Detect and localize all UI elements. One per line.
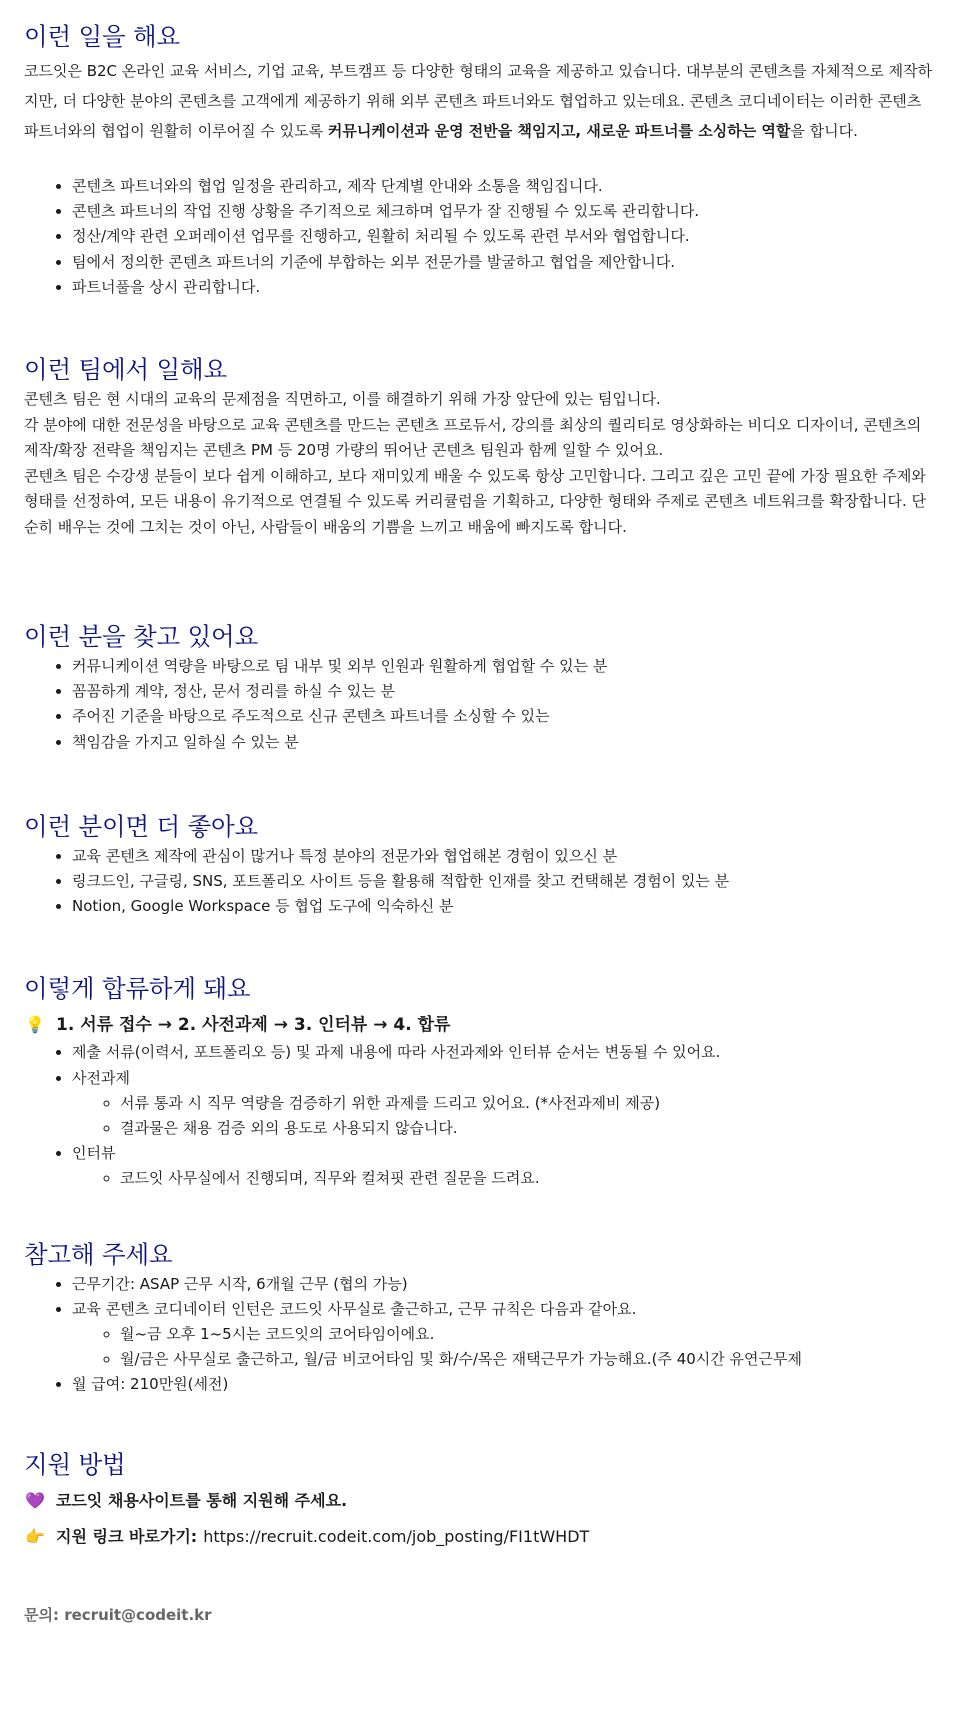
list-item: • 링크드인, 구글링, SNS, 포트폴리오 사이트 등을 활용해 적합한 인재를 찾고 컨택해본 경험이 있는 분: [72, 869, 933, 894]
list-item: • 책임감을 가지고 일하실 수 있는 분: [72, 730, 933, 755]
purple-heart-icon: 💜: [25, 1490, 45, 1510]
contact-footer: [24, 1604, 933, 1625]
team-paragraph: 콘텐츠 팀은 수강생 분들이 보다 쉽게 이해하고, 보다 재미있게 배울 수 있도록 항상 고민합니다. 그리고 깊은 고민 끝에 가장 필요한 주제와 형태를 선정하여, 모든 내용이 유기적으로 연결될 수 있도록 커리큘럼을 기획하고, 다양한 형태와 주제로 콘텐츠 네트워크를 확장합니다. 단순히 배우는 것에 그치는 것이 아닌, 사람들이 배움의 기쁨을 느끼고 배움에 빠지도록 합니다.: [24, 466, 927, 536]
lightbulb-icon: 💡: [25, 1015, 45, 1035]
section-title: 이런 분을 찾고 있어요: [24, 622, 258, 652]
role-list: [24, 174, 933, 300]
list-item: • 교육 콘텐츠 제작에 관심이 많거나 특정 분야의 전문가와 협업해본 경험이 있으신 분: [72, 844, 933, 869]
section-team: [24, 353, 933, 540]
apply-link-line: [24, 1522, 933, 1552]
section-preferred: [24, 810, 933, 920]
section-apply: [24, 1448, 933, 1552]
list-item: • 교육 콘텐츠 코디네이터 인턴은 코드잇 사무실로 출근하고, 근무 규칙은 다음과 같아요. ◦ 월~금 오후 1~5시는 코드잇의 코어타임이에요. ◦ 월/금은 사무실로 출근하고, 월/금 비코어타임 및 화/수/목은 재택근무가 가능해요.(주 40시간 유연근무제: [72, 1297, 933, 1373]
section-role: [24, 20, 933, 300]
process-list: [24, 1040, 933, 1191]
sub-list: [72, 1322, 933, 1372]
list-item: • 월 급여: 210만원(세전): [72, 1372, 933, 1397]
apply-link-label: 지원 링크 바로가기:: [56, 1526, 198, 1546]
list-item: • 꼼꼼하게 계약, 정산, 문서 정리를 하실 수 있는 분: [72, 679, 933, 704]
list-item: • 정산/계약 관련 오퍼레이션 업무를 진행하고, 원활히 처리될 수 있도록 관련 부서와 협업합니다.: [72, 224, 933, 249]
list-item: • 콘텐츠 파트너와의 협업 일정을 관리하고, 제작 단계별 안내와 소통을 책임집니다.: [72, 174, 933, 199]
team-paragraph: 콘텐츠 팀은 현 시대의 교육의 문제점을 직면하고, 이를 해결하기 위해 가장 앞단에 있는 팀입니다.: [24, 390, 661, 409]
list-item: • 팀에서 정의한 콘텐츠 파트너의 기준에 부합하는 외부 전문가를 발굴하고 협업을 제안합니다.: [72, 250, 933, 275]
requirements-list: [24, 654, 933, 755]
section-requirements: [24, 620, 933, 755]
contact-label: 문의:: [24, 1605, 65, 1624]
list-item: • 근무기간: ASAP 근무 시작, 6개월 근무 (협의 가능): [72, 1272, 933, 1297]
pointing-hand-icon: 👉: [25, 1526, 45, 1546]
sub-list-item: ◦ 월/금은 사무실로 출근하고, 월/금 비코어타임 및 화/수/목은 재택근무가 가능해요.(주 40시간 유연근무제: [120, 1347, 933, 1372]
list-item: • 사전과제 ◦ 서류 통과 시 직무 역량을 검증하기 위한 과제를 드리고 있어요. (*사전과제비 제공) ◦ 결과물은 채용 검증 외의 용도로 사용되지 않습니다.: [72, 1066, 933, 1142]
section-title: 이렇게 합류하게 돼요: [24, 974, 251, 1004]
section-title: 이런 분이면 더 좋아요: [24, 811, 258, 841]
list-item: • 인터뷰 ◦ 코드잇 사무실에서 진행되며, 직무와 컬쳐핏 관련 질문을 드려요.: [72, 1141, 933, 1191]
sub-list-item: ◦ 서류 통과 시 직무 역량을 검증하기 위한 과제를 드리고 있어요. (*사전과제비 제공): [120, 1091, 933, 1116]
section-process: [24, 972, 933, 1191]
list-item: • 콘텐츠 파트너의 작업 진행 상황을 주기적으로 체크하며 업무가 잘 진행될 수 있도록 관리합니다.: [72, 199, 933, 224]
list-item: • 파트너풀을 상시 관리합니다.: [72, 275, 933, 300]
contact-email[interactable]: recruit@codeit.kr: [64, 1605, 212, 1624]
team-paragraph: 각 분야에 대한 전문성을 바탕으로 교육 콘텐츠를 만드는 콘텐츠 프로듀서, 강의를 최상의 퀄리티로 영상화하는 비디오 디자이너, 콘텐츠의 제작/확장 전략을 책임지는 콘텐츠 PM 등 20명 가량의 뛰어난 콘텐츠 팀원과 함께 일할 수 있어요.: [24, 415, 922, 460]
section-title: 지원 방법: [24, 1449, 126, 1479]
preferred-list: [24, 844, 933, 920]
sub-list-item: ◦ 코드잇 사무실에서 진행되며, 직무와 컬쳐핏 관련 질문을 드려요.: [120, 1166, 933, 1191]
apply-line: [24, 1486, 933, 1516]
section-title: 이런 팀에서 일해요: [24, 355, 227, 385]
section-notes: [24, 1238, 933, 1398]
sub-list-item: ◦ 월~금 오후 1~5시는 코드잇의 코어타임이에요.: [120, 1322, 933, 1347]
sub-list: [72, 1091, 933, 1141]
sub-list: [72, 1166, 933, 1191]
list-item: • 커뮤니케이션 역량을 바탕으로 팀 내부 및 외부 인원과 원활하게 협업할 수 있는 분: [72, 654, 933, 679]
role-intro: 코드잇은 B2C 온라인 교육 서비스, 기업 교육, 부트캠프 등 다양한 형태의 교육을 제공하고 있습니다. 대부분의 콘텐츠를 자체적으로 제작하지만, 더 다양한 분야의 콘텐츠를 고객에게 제공하기 위해 외부 콘텐츠 파트너와도 협업하고 있는데요. 콘텐츠 코디네이터는 이러한 콘텐츠 파트너와의 협업이 원활히 이루어질 수 있도록 커뮤니케이션과 운영 전반을 책임지고, 새로운 파트너를 소싱하는 역할을 합니다.: [24, 62, 933, 140]
section-title: 참고해 주세요: [24, 1239, 173, 1269]
apply-link[interactable]: https://recruit.codeit.com/job_posting/FI1tWHDT: [203, 1526, 590, 1546]
sub-list-item: ◦ 결과물은 채용 검증 외의 용도로 사용되지 않습니다.: [120, 1116, 933, 1141]
list-item: • 제출 서류(이력서, 포트폴리오 등) 및 과제 내용에 따라 사전과제와 인터뷰 순서는 변동될 수 있어요.: [72, 1040, 933, 1065]
process-text: 1. 서류 접수 → 2. 사전과제 → 3. 인터뷰 → 4. 합류: [56, 1015, 451, 1036]
list-item: • Notion, Google Workspace 등 협업 도구에 익숙하신 분: [72, 894, 933, 919]
apply-text: 코드잇 채용사이트를 통해 지원해 주세요.: [56, 1490, 348, 1510]
role-intro-bold: 커뮤니케이션과 운영 전반을 책임지고, 새로운 파트너를 소싱하는 역할: [327, 122, 791, 140]
section-title: 이런 일을 해요: [24, 22, 180, 51]
process-steps: [24, 1010, 933, 1040]
list-item: • 주어진 기준을 바탕으로 주도적으로 신규 콘텐츠 파트너를 소싱할 수 있는: [72, 704, 933, 729]
notes-list: [24, 1272, 933, 1398]
